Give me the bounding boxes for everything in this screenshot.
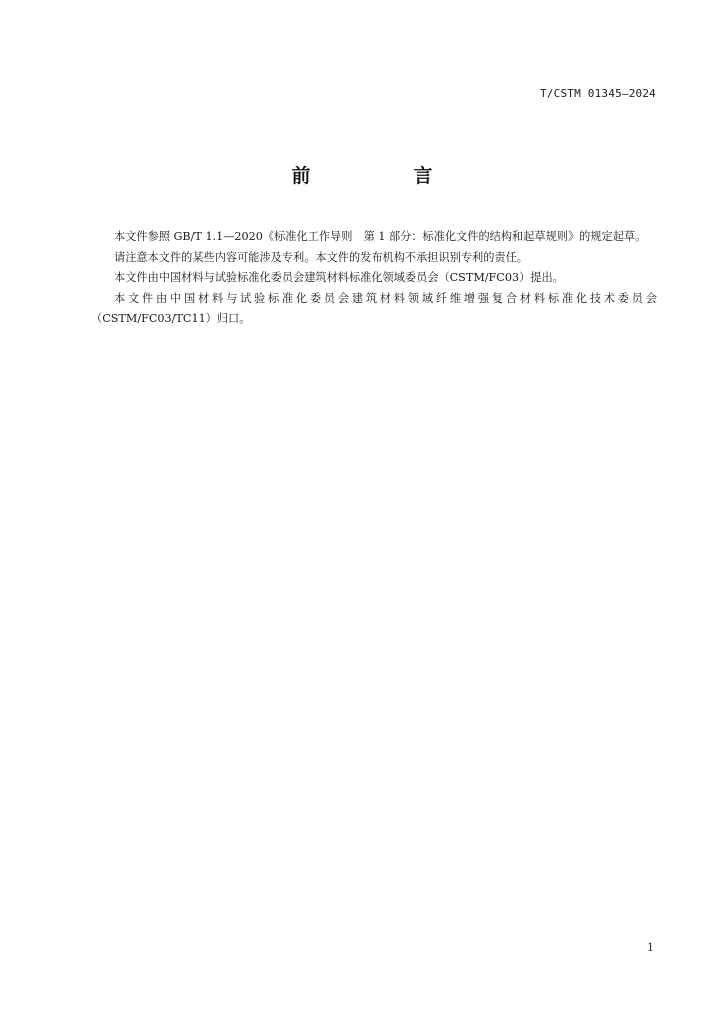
page-title: 前 言 [291,165,475,187]
document-code: T/CSTM 01345—2024 [540,87,656,100]
page-number: 1 [647,941,654,954]
paragraph-proposed-by: 本文件由中国材料与试验标准化委员会建筑材料标准化领域委员会（CSTM/FC03）提出。 [114,271,564,284]
paragraph-under-jurisdiction-line-2: （CSTM/FC03/TC11）归口。 [91,312,251,325]
paragraph-drafting-rules: 本文件参照 GB/T 1.1—2020《标准化工作导则 第 1 部分：标准化文件的结构和起草规则》的规定起草。 [114,230,647,243]
paragraph-under-jurisdiction-continued [91,309,657,330]
paragraph-under-jurisdiction-line-1: 本文件由中国材料与试验标准化委员会建筑材料领域纤维增强复合材料标准化技术委员会 [114,291,657,305]
foreword-body [91,227,657,330]
paragraph-patent-notice: 请注意本文件的某些内容可能涉及专利。本文件的发布机构不承担识别专利的责任。 [114,250,528,264]
paragraph-under-jurisdiction [91,289,657,310]
